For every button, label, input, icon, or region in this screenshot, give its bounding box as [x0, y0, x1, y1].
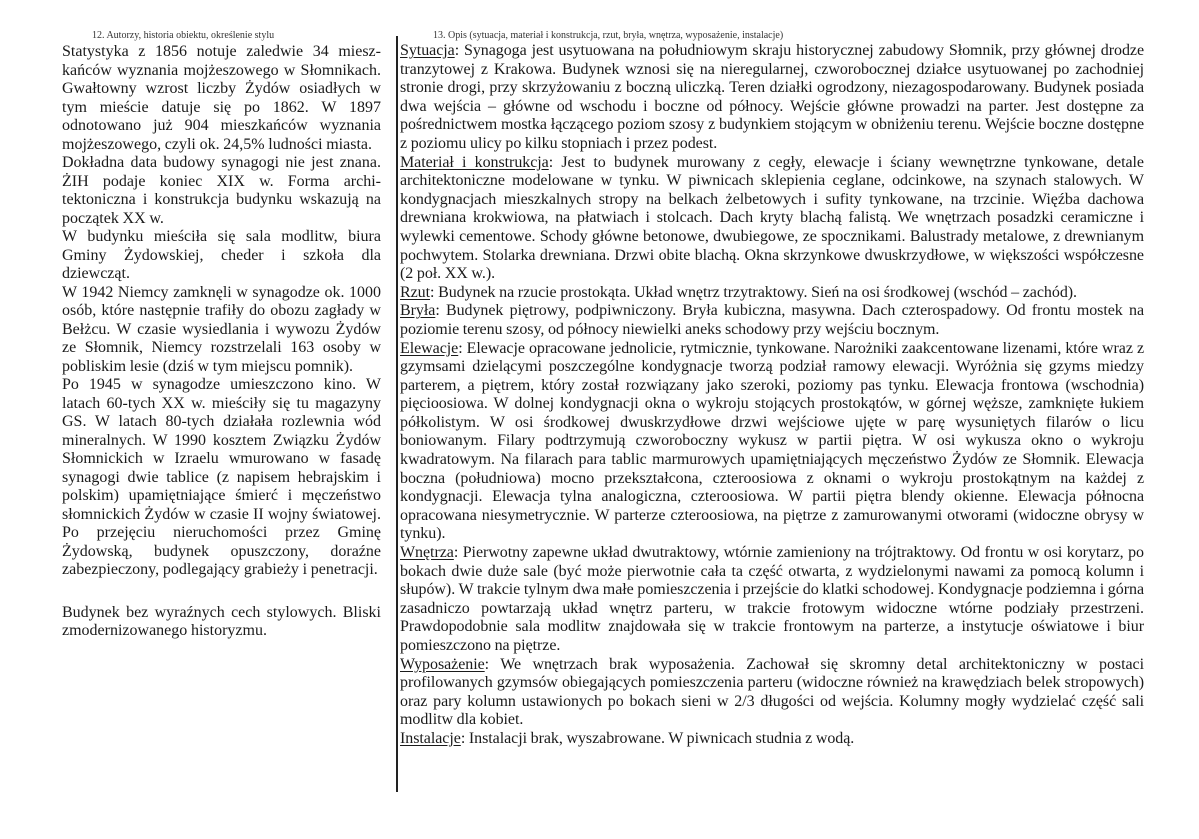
history-paragraph: Dokładna data budowy synagogi nie jest znana. ŻIH podaje koniec XIX w. Forma architektoniczna i konstrukcja budynku wskazują na początek XX w.	[62, 154, 381, 227]
history-column	[62, 30, 381, 641]
section-situation	[400, 42, 1144, 154]
history-paragraph: Po 1945 w synagodze umieszczono kino. W latach 60-tych XX w. mieściły się tu magazyny GS. W latach 80-tych działała rozlewnia wód mineralnych. W 1990 kosztem Związku Żydów Słomnickich w Izraelu wmurowano w fasadę synagogi dwie tablice (z napisem hebrajskim i polskim) upamiętniające śmierć i męczeństwo słomnickich Żydów w czasie II wojny światowej. Po przejęciu nieruchomości przez Gminę Żydowską, budynek opuszczony, doraźne zabezpieczony, podlegający grabieży i penetracji.	[62, 376, 381, 578]
section-label: Wnętrza	[400, 544, 454, 562]
section-text: : Instalacji brak, wyszabrowane. W piwnicach studnia z wodą.	[460, 729, 855, 747]
history-paragraph: Statystyka z 1856 notuje zaledwie 34 mieszkańców wyznania mojżeszowego w Słomnikach. Gwałtowny wzrost liczby Żydów osiadłych w tym mieście datuje się po 1862. W 1897 odnotowano już 904 mieszkańców wyznania mojżeszowego, czyli ok. 24,5% ludności miasta.	[62, 43, 381, 153]
section-text: : Jest to budynek murowany z cegły, elewacje i ściany wewnętrzne tynkowane, detale architektoniczne modelowane w tynku. W piwnicach sklepienia ceglane, odcinkowe, na szynach stalowych. W kondygnacjach mieszkalnych stropy na belkach żelbetowych i sufity tynkowane, na trzcinie. Więźba dachowa drewniana krokwiowa, na płatwiach i stolcach. Dach kryty blachą falistą. We wnętrzach posadzki ceramiczne i wylewki cementowe. Schody główne betonowe, dwubiegowe, ze spocznikami. Balustrady metalowe, z drewnianym pochwytem. Stolarka drewniana. Drzwi obite blachą. Okna skrzynkowe dwuskrzydłowe, w większości współczesne (2 poł. XX w.).	[400, 153, 1144, 283]
section-label: Elewacje	[400, 339, 459, 357]
description-heading: 13. Opis (sytuacja, materiał i konstrukcja, rzut, bryła, wnętrza, wyposażenie, instalacje)	[433, 30, 784, 41]
section-massing	[400, 302, 1144, 339]
section-installations	[400, 730, 1144, 749]
section-interiors	[400, 544, 1144, 656]
paragraph-gap	[62, 580, 381, 604]
section-label: Sytuacja	[400, 42, 455, 59]
history-paragraph: W 1942 Niemcy zamknęli w synagodze ok. 1000 osób, które następnie trafiły do obozu zagłady w Bełżcu. W czasie wysiedlania i wywozu Żydów ze Słomnik, Niemcy rozstrzelali 163 osoby w pobliskim lesie (dziś w tym miejscu pomnik).	[62, 283, 381, 375]
section-text: : Budynek piętrowy, podpiwniczony. Bryła kubiczna, masywna. Dach czterospadowy. Od frontu mostek na poziomie terenu szosy, od północy niewielki aneks schodowy przy wejściu bocznym.	[400, 302, 1144, 338]
description-column	[400, 30, 1144, 749]
column-divider	[396, 36, 398, 792]
section-label: Wyposażenie	[400, 655, 485, 673]
style-note: Budynek bez wyraźnych cech stylowych. Bliski zmodernizowanego historyzmu.	[62, 603, 381, 639]
section-text: : Pierwotny zapewne układ dwutraktowy, wtórnie zamieniony na trójtraktowy. Od frontu w osi korytarz, po bokach dwie duże sale (być może pierwotnie cała ta część otwarta, z wydzielonymi nawami za pomocą kolumn i słupów). W trakcie tylnym dwa małe pomieszczenia i przejście do klatki schodowej. Kondygnacje podziemna i górna zasadniczo powtarzają układ wnętrz parteru, w trakcie frotowym widoczne wtórne podziały przestrzeni. Prawdopodobnie sala modlitw znajdowała się w trakcie frontowym na parterze, a instytucje oświatowe i biur pomieszczono na piętrze.	[400, 544, 1144, 654]
section-plan	[400, 284, 1144, 303]
history-paragraph: W budynku mieściła się sala modlitw, biura Gminy Żydowskiej, cheder i szkoła dla dziewcząt.	[62, 228, 381, 282]
section-elevations	[400, 340, 1144, 545]
section-material	[400, 154, 1144, 284]
history-heading: 12. Autorzy, historia obiektu, określenie stylu	[92, 30, 275, 41]
section-label: Materiał i konstrukcja	[400, 153, 549, 171]
section-label: Instalacje	[400, 729, 461, 747]
description-text	[400, 42, 1144, 749]
section-label: Bryła	[400, 302, 436, 320]
section-furnishings	[400, 656, 1144, 730]
section-text: : Elewacje opracowane jednolicie, rytmicznie, tynkowane. Narożniki zaakcentowane lizenami, które wraz z gzymsami dzielącymi poszczególne kondygnacje tworzą podział ramowy elewacji. Wyróżnia się gzyms miedzy parterem, a piętrem, który został rozwiązany jako szeroki, poziomy pas tynku. Elewacja frontowa (wschodnia) pięcioosiowa. W dolnej kondygnacji okna o wykroju stojących prostokątów, w górnej węższe, zamknięte łukiem półkolistym. W osi środkowej dwuskrzydłowe drzwi wejściowe ujęte w parę wysuniętych filarów o licu boniowanym. Filary podtrzymują czworoboczny wykusz w partii piętra. W osi wykusza okno o wykroju kwadratowym. Na filarach para tablic marmurowych upamiętniających męczeństwo Żydów ze Słomnik. Elewacja boczna (południowa) mocno przekształcona, czteroosiowa z oknami o wykroju prostokątnym na każdej z kondygnacji. Elewacja tylna analogiczna, czteroosiowa. W partii piętra blendy okienne. Elewacja północna opracowana niesymetrycznie. W parterze czteroosiowa, na piętrze z zamurowanymi otworami (widoczne obrysy w tynku).	[400, 339, 1144, 543]
section-text: : Budynek na rzucie prostokąta. Układ wnętrz trzytraktowy. Sień na osi środkowej (wschód – zachód).	[430, 283, 1077, 301]
history-text	[62, 43, 381, 641]
section-text: : We wnętrzach brak wyposażenia. Zachował się skromny detal architektoniczny w postaci profilowanych gzymsów obiegających pomieszczenia parteru (widoczne również na krawędziach belek stropowych) oraz pary kolumn ustawionych po bokach sieni w 2/3 długości od wejścia. Kolumny mogły wydzielać część sali modlitw dla kobiet.	[400, 655, 1144, 729]
section-text: : Synagoga jest usytuowana na południowym skraju historycznej zabudowy Słomnik, przy głównej drodze tranzytowej z Krakowa. Budynek wznosi się na nieregularnej, czworobocznej działce usytuowanej po zachodniej stronie drogi, przy skrzyżowaniu z boczną uliczką. Teren działki ogrodzony, niezagospodarowany. Budynek posiada dwa wejścia – główne od wschodu i boczne od północy. Wejście główne prowadzi na parter. Jest dostępne za pośrednictwem mostka łączącego poziom szosy z budynkiem stojącym w obniżeniu terenu. Wejście boczne dostępne z poziomu ulicy po kilku stopniach i przez podest.	[400, 42, 1144, 152]
section-label: Rzut	[400, 283, 431, 301]
